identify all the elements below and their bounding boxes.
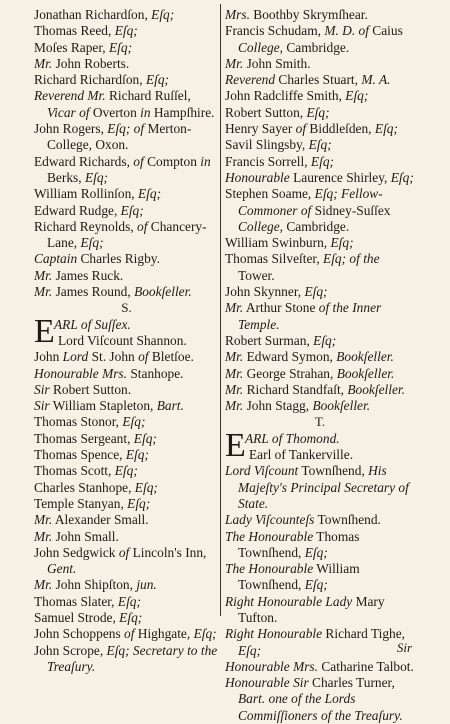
entry-italic-text: Eſq;: [133, 430, 157, 446]
subscriber-entry: [225, 284, 415, 300]
subscriber-entry: [225, 366, 415, 382]
entry-italic-text: Eſq;: [117, 593, 141, 609]
entry-text: Stanhope.: [127, 365, 184, 381]
subscriber-entry: [225, 121, 415, 137]
entry-text: Francis Schudam,: [225, 23, 325, 39]
entry-text: Cambridge.: [283, 218, 350, 234]
heading-title: ARL of Thomond.: [245, 430, 340, 446]
entry-text: John Sedgwick: [34, 544, 119, 560]
subscriber-entry: [34, 382, 219, 398]
subscriber-entry: [225, 675, 415, 724]
entry-italic-text: His Majeſty's Principal Secretary of State.: [238, 463, 409, 511]
entry-italic-text: Eſq;: [390, 169, 414, 185]
entry-italic-text: Mr.: [34, 284, 53, 300]
subscriber-entry: [34, 203, 219, 219]
entry-italic-text: Mr.: [34, 528, 53, 544]
entry-text: Boothby Skrymſhear.: [249, 7, 368, 22]
subscriber-entry: [34, 610, 219, 626]
entry-italic-text: Mr.: [225, 55, 244, 71]
subscriber-entry: [225, 137, 415, 153]
entry-italic-text: of: [137, 218, 148, 234]
subscriber-entry: [34, 366, 219, 382]
entry-italic-text: Mr.: [34, 55, 53, 71]
subscriber-entry: [225, 626, 415, 659]
entry-text: Richard Ruſſel,: [105, 88, 191, 104]
subscriber-entry: [225, 561, 415, 594]
entry-italic-text: of: [138, 349, 149, 365]
entry-italic-text: Mr.: [225, 398, 244, 414]
entry-text: Mary Tufton.: [238, 593, 385, 625]
entry-italic-text: Mr.: [34, 512, 53, 528]
entry-italic-text: Eſq;: [330, 235, 354, 251]
entry-italic-text: in: [140, 104, 151, 120]
entry-italic-text: Eſq;: [304, 284, 328, 300]
subscriber-entry: [225, 72, 415, 88]
entry-italic-text: Captain: [34, 251, 78, 267]
entry-text: Hampſhire.: [150, 104, 215, 120]
entry-text: John Roberts.: [52, 55, 130, 71]
entry-italic-text: College,: [238, 218, 283, 234]
entry-italic-text: Bookſeller.: [336, 365, 395, 381]
entry-italic-text: Mr.: [225, 365, 244, 381]
entry-text: Robert Surman,: [225, 332, 314, 348]
subscriber-entry: [225, 251, 415, 284]
entry-text: William Stapleton,: [49, 398, 157, 414]
entry-text: John Stagg,: [243, 398, 313, 414]
entry-text: Richard Reynolds,: [34, 218, 138, 234]
entry-italic-text: Sir: [34, 398, 50, 414]
entry-text: John Scrope,: [34, 642, 107, 658]
entry-italic-text: Eſq;: [134, 479, 158, 495]
subscriber-entry: [225, 7, 415, 23]
subscriber-entry: [34, 349, 219, 365]
section-letter: S.: [121, 300, 132, 316]
entry-text: Thomas Stonor,: [34, 414, 123, 430]
entry-text: Edward Rudge,: [34, 202, 121, 218]
entry-italic-text: Bookſeller.: [336, 349, 394, 365]
entry-text: Lincoln's Inn,: [129, 544, 207, 560]
subscriber-entry: [225, 235, 415, 251]
entry-italic-text: Eſq; Secretary to the Treaſury.: [47, 642, 218, 674]
entry-italic-text: Eſq;: [122, 414, 146, 430]
entry-text: William Rollinſon,: [34, 186, 138, 202]
entry-text: John Shipſton,: [52, 577, 137, 593]
entry-italic-text: Eſq;: [304, 544, 328, 560]
subscriber-entry: [225, 333, 415, 349]
entry-text: John Rogers,: [34, 121, 108, 137]
subscriber-entry: [225, 512, 415, 528]
entry-text: John Smith.: [243, 55, 311, 71]
subscriber-entry: [225, 88, 415, 104]
entry-text: Chancery-Lane,: [47, 218, 207, 251]
entry-italic-text: Eſq;: [308, 137, 332, 153]
entry-text: James Ruck.: [52, 267, 124, 283]
entry-text: Richard Richardſon,: [34, 72, 146, 88]
entry-text: Sidney-Suſſex: [311, 202, 391, 218]
entry-italic-text: Lord: [62, 349, 89, 365]
entry-text: Caius: [368, 23, 403, 39]
entry-italic-text: The Honourable: [225, 528, 314, 544]
subscriber-entry: [225, 300, 415, 333]
entry-text: Charles Stuart,: [275, 72, 362, 88]
entry-italic-text: Eſq;: [125, 447, 149, 463]
entry-italic-text: Right Honourable: [225, 626, 323, 642]
subscriber-entry: [34, 431, 219, 447]
entry-italic-text: of: [124, 626, 135, 642]
entry-italic-text: The Honourable: [225, 561, 314, 577]
entry-text: Charles Turner,: [308, 675, 395, 691]
entry-italic-text: Eſq;: [345, 88, 369, 104]
entry-text: St. John: [88, 349, 139, 365]
entry-italic-text: Right Honourable Lady: [225, 593, 353, 609]
entry-italic-text: Eſq;: [193, 626, 217, 642]
section-letter: T.: [314, 414, 326, 430]
subscriber-entry: [34, 121, 219, 154]
catchword: Sir: [396, 640, 412, 655]
entry-italic-text: Eſq;: [137, 186, 162, 202]
subscriber-entry: [34, 414, 219, 430]
entry-italic-text: Mr.: [225, 300, 244, 316]
subscriber-entry: [34, 40, 219, 56]
entry-italic-text: Vicar of: [47, 104, 90, 120]
drop-cap: E: [225, 426, 246, 464]
entry-italic-text: of: [118, 544, 130, 560]
entry-italic-text: jun.: [136, 577, 157, 593]
subscriber-entry: [34, 577, 219, 593]
subscriber-entry: [225, 186, 415, 235]
entry-italic-text: Mr.: [225, 381, 244, 397]
subscriber-entry: [225, 463, 415, 512]
subscriber-entry: [34, 72, 219, 88]
entry-text: Thomas Spence,: [34, 447, 126, 463]
entry-text: Alexander Small.: [52, 512, 149, 528]
entry-italic-text: M. D. of: [324, 23, 369, 39]
entry-text: James Round,: [52, 284, 135, 300]
entry-text: Henry Sayer: [225, 121, 296, 137]
entry-italic-text: Eſq;: [84, 169, 108, 185]
entry-text: John Schoppens: [34, 626, 125, 642]
entry-text: George Strahan,: [243, 365, 337, 381]
entry-text: Richard Standfaſt,: [243, 381, 348, 397]
subscriber-entry: [34, 88, 219, 121]
entry-text: Thomas Slater,: [34, 593, 118, 609]
entry-italic-text: Eſq;: [127, 495, 151, 511]
entry-italic-text: Lady Viſcounteſs: [225, 512, 315, 528]
entry-italic-text: Honourable Sir: [225, 675, 309, 691]
entry-italic-text: Eſq;: [80, 235, 104, 251]
entry-italic-text: Bart.: [156, 398, 184, 414]
entry-italic-text: Honourable Mrs.: [34, 365, 127, 381]
entry-text: Thomas Silveſter,: [225, 251, 324, 267]
entry-text: Jonathan Richardſon,: [34, 7, 152, 22]
entry-italic-text: Mr.: [225, 349, 244, 365]
subscriber-entry: [34, 463, 219, 479]
subscriber-entry: [225, 349, 415, 365]
subscriber-entry: [225, 659, 415, 675]
entry-text: Richard Tighe,: [322, 626, 406, 642]
entry-italic-text: of the Inner Temple.: [238, 300, 382, 332]
entry-italic-text: of: [133, 153, 144, 169]
entry-italic-text: Bookſeller.: [312, 398, 371, 414]
entry-text: Thomas Sergeant,: [34, 430, 134, 446]
entry-text: Catharine Talbot.: [318, 658, 414, 674]
subscriber-entry: [34, 496, 219, 512]
subscriber-entry: [34, 480, 219, 496]
entry-italic-text: Eſq;: [114, 463, 138, 479]
subscriber-entry: [225, 56, 415, 72]
entry-italic-text: Eſq; Fellow-Commoner of: [238, 186, 383, 218]
entry-text: Cambridge.: [283, 39, 350, 55]
entry-text: Charles Stanhope,: [34, 479, 135, 495]
entry-text: William Townſhend,: [238, 561, 360, 593]
entry-italic-text: Eſq;: [119, 609, 143, 625]
entry-italic-text: Eſq;: [306, 104, 330, 120]
entry-italic-text: Honourable Mrs.: [225, 658, 318, 674]
right-column: [225, 7, 415, 724]
entry-text: Biddleſden,: [306, 121, 375, 137]
entry-italic-text: Gent.: [47, 561, 77, 577]
entry-text: Savil Slingsby,: [225, 137, 309, 153]
left-column: [34, 7, 219, 675]
subscriber-entry: [34, 284, 219, 300]
entry-text: Overton: [89, 104, 141, 120]
entry-italic-text: M. A.: [361, 72, 391, 88]
entry-text: Francis Sorrell,: [225, 153, 311, 169]
entry-text: William Swinburn,: [225, 235, 331, 251]
heading-subtitle: Lord Viſcount Shannon.: [58, 332, 187, 348]
entry-italic-text: of: [295, 121, 307, 137]
entry-text: John: [34, 349, 63, 365]
entry-italic-text: College,: [238, 39, 283, 55]
subscriber-entry: [34, 154, 219, 187]
subscriber-entry: [225, 154, 415, 170]
entry-italic-text: in: [200, 153, 211, 169]
subscriber-entry: [34, 23, 219, 39]
subscriber-entry: [225, 105, 415, 121]
entry-text: Arthur Stone: [243, 300, 319, 316]
entry-text: Robert Sutton,: [225, 104, 307, 120]
entry-italic-text: Eſq; of the: [323, 251, 380, 267]
subscriber-entry: [34, 398, 219, 414]
subscriber-entry: [34, 643, 219, 676]
entry-italic-text: Honourable: [225, 169, 290, 185]
subscriber-entry: [34, 594, 219, 610]
subscriber-entry: [225, 170, 415, 186]
entry-text: Thomas Scott,: [34, 463, 115, 479]
entry-italic-text: Eſq;: [120, 202, 144, 218]
subscriber-entry: [225, 594, 415, 627]
subscriber-entry: [34, 512, 219, 528]
subscriber-entry: [225, 398, 415, 414]
entry-italic-text: Eſq;: [310, 153, 334, 169]
subscriber-entry: [225, 382, 415, 398]
entry-text: Laurence Shirley,: [289, 169, 391, 185]
entry-text: Charles Rigby.: [77, 251, 160, 267]
entry-text: Temple Stanyan,: [34, 495, 128, 511]
entry-italic-text: Eſq;: [313, 332, 337, 348]
entry-text: Tower.: [238, 267, 275, 283]
entry-italic-text: Bookſeller.: [347, 381, 405, 397]
entry-italic-text: Eſq;: [114, 23, 138, 39]
entry-italic-text: Bart. one of the Lords Commiſſioners of the Treaſury.: [238, 691, 403, 723]
subscriber-entry: [34, 56, 219, 72]
entry-italic-text: Reverend: [225, 72, 276, 88]
entry-text: Thomas Townſhend,: [238, 528, 360, 560]
entry-text: Townſhend.: [314, 512, 381, 528]
entry-text: Bletſoe.: [148, 349, 194, 365]
entry-italic-text: Eſq; of: [107, 121, 145, 137]
entry-text: John Radcliffe Smith,: [225, 88, 346, 104]
entry-text: Highgate,: [134, 626, 194, 642]
subscriber-entry: [225, 23, 415, 56]
entry-text: John Skynner,: [225, 284, 305, 300]
entry-text: Merton-College, Oxon.: [47, 121, 192, 153]
entry-text: Stephen Soame,: [225, 186, 315, 202]
entry-text: Thomas Reed,: [34, 23, 115, 39]
subscriber-entry: [34, 545, 219, 578]
entry-text: Compton: [143, 153, 201, 169]
subscriber-entry: [34, 7, 219, 23]
entry-italic-text: Bookſeller.: [134, 284, 192, 300]
heading-title: ARL of Suſſex.: [54, 316, 131, 332]
subscriber-entry: [34, 268, 219, 284]
entry-text: Edward Symon,: [243, 349, 337, 365]
entry-italic-text: Reverend Mr.: [34, 88, 106, 104]
entry-italic-text: Mrs.: [225, 7, 250, 22]
subscriber-entry: [34, 447, 219, 463]
drop-cap: E: [34, 312, 55, 350]
entry-italic-text: Sir: [34, 381, 50, 397]
subscriber-entry: [34, 186, 219, 202]
entry-italic-text: Mr.: [34, 267, 53, 283]
subscriber-entry: [34, 529, 219, 545]
entry-italic-text: Lord Viſcount: [225, 463, 299, 479]
entry-text: Moſes Raper,: [34, 39, 109, 55]
entry-text: Robert Sutton.: [49, 381, 132, 397]
entry-italic-text: Eſq;: [374, 121, 398, 137]
entry-italic-text: Eſq;: [108, 39, 133, 55]
entry-italic-text: Eſq;: [238, 642, 262, 658]
entry-italic-text: Eſq;: [304, 577, 328, 593]
entry-italic-text: Eſq;: [151, 7, 175, 22]
entry-text: Berks,: [47, 169, 85, 185]
heading-subtitle: Earl of Tankerville.: [249, 447, 354, 463]
entry-text: Townſhend,: [298, 463, 369, 479]
subscriber-entry: [34, 251, 219, 267]
entry-text: John Small.: [52, 528, 119, 544]
section-heading: [34, 312, 219, 350]
entry-italic-text: Eſq;: [145, 72, 169, 88]
subscriber-entry: [34, 626, 219, 642]
entry-text: Samuel Strode,: [34, 609, 120, 625]
subscriber-entry: [225, 529, 415, 562]
entry-text: Edward Richards,: [34, 153, 134, 169]
column-divider: [220, 4, 221, 616]
subscriber-entry: [34, 219, 219, 252]
entry-italic-text: Mr.: [34, 577, 53, 593]
section-heading: [225, 426, 415, 464]
